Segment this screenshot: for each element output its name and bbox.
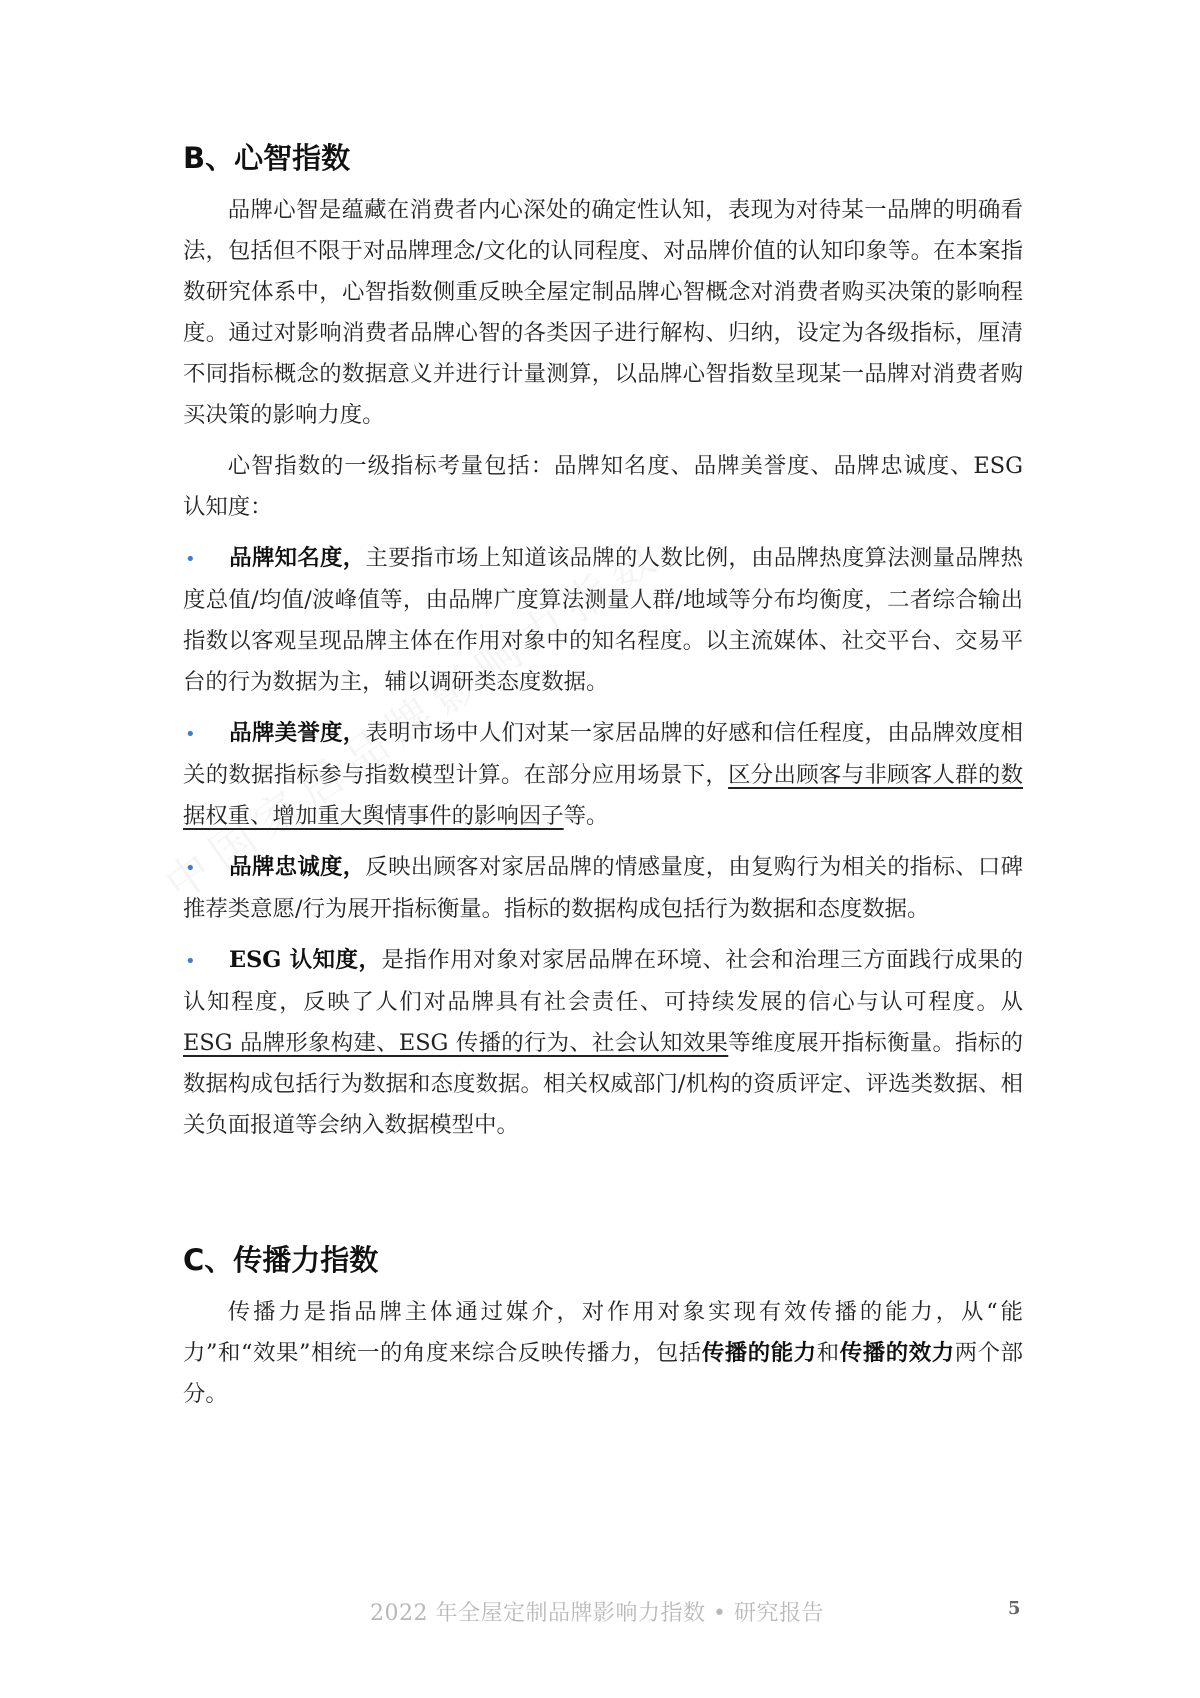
bullet-term: ESG 认知度，: [229, 947, 382, 973]
section-b-paragraph-1: 品牌心智是蕴藏在消费者内心深处的确定性认知，表现为对待某一品牌的明确看法，包括但不限于对品牌理念/文化的认同程度、对品牌价值的认知印象等。在本案指数研究体系中，心智指数侧重反映全屋定制品牌心智概念对消费者购买决策的影响程度。通过对影响消费者品牌心智的各类因子进行解构、归纳，设定为各级指标，厘清不同指标概念的数据意义并进行计量测算，以品牌心智指数呈现某一品牌对消费者购买决策的影响力度。: [183, 197, 1023, 428]
bullet-text: 是指作用对象对家居品牌在环境、社会和治理三方面践行成果的认知程度，反映了人们对品牌具有社会责任、可持续发展的信心与认可程度。从: [183, 947, 1024, 1015]
bullet-dot-icon: •: [185, 951, 196, 972]
para-text-end: 两个部分。: [183, 1340, 1024, 1407]
bullet-dot-icon: •: [185, 549, 196, 570]
underlined-text: 区分出顾客与非顾客人群的数据权重、增加重大舆情事件的影响因子: [183, 762, 1024, 829]
bullet-esg-awareness: [183, 940, 1023, 1146]
bullet-dot-icon: •: [185, 858, 196, 879]
bullet-brand-loyalty: [183, 847, 1023, 930]
section-c-paragraph-1: [183, 1292, 1023, 1415]
para-text-mid: 和: [816, 1340, 840, 1366]
bullet-text-end: 等。: [563, 803, 609, 829]
bullet-dot-icon: •: [185, 724, 196, 745]
bullet-text-end: 等维度展开指标衡量。指标的数据构成包括行为数据和态度数据。相关权威部门/机构的资质评定、评选类数据、相关负面报道等会纳入数据模型中。: [183, 1030, 1024, 1138]
bullet-term: 品牌知名度，: [229, 545, 366, 571]
bold-term-ability: 传播的能力: [701, 1340, 817, 1366]
bullet-text: 表明市场中人们对某一家居品牌的好感和信任程度，由品牌效度相关的数据指标参与指数模型计算。在部分应用场景下，: [183, 720, 1024, 788]
bold-term-effect: 传播的效力: [839, 1340, 955, 1366]
bullet-brand-reputation: [183, 713, 1023, 837]
bullet-text: 主要指市场上知道该品牌的人数比例，由品牌热度算法测量品牌热度总值/均值/波峰值等，由品牌广度算法测量人群/地域等分布均衡度，二者综合输出指数以客观呈现品牌主体在作用对象中的知名程度。以主流媒体、社交平台、交易平台的行为数据为主，辅以调研类态度数据。: [183, 545, 1024, 695]
para-text: 传播力是指品牌主体通过媒介，对作用对象实现有效传播的能力，从“能力”和“效果”相统一的角度来综合反映传播力，包括: [183, 1299, 1023, 1366]
section-b-heading: B、心智指数: [183, 141, 351, 175]
underlined-text: ESG 品牌形象构建、ESG 传播的行为、社会认知效果: [183, 1030, 729, 1056]
bullet-brand-awareness: [183, 538, 1023, 703]
section-b-paragraph-2: 心智指数的一级指标考量包括：品牌知名度、品牌美誉度、品牌忠诚度、ESG 认知度：: [183, 453, 1023, 520]
bullet-term: 品牌美誉度，: [229, 720, 366, 746]
bullet-term: 品牌忠诚度，: [229, 854, 366, 880]
page-number: 5: [1008, 1598, 1021, 1619]
main-content: [183, 138, 1023, 1425]
footer-title: 2022 年全屋定制品牌影响力指数 • 研究报告: [370, 1601, 824, 1626]
section-c-heading: C、传播力指数: [183, 1243, 379, 1277]
bullet-text: 反映出顾客对家居品牌的情感量度，由复购行为相关的指标、口碑推荐类意愿/行为展开指标衡量。指标的数据构成包括行为数据和态度数据。: [183, 854, 1024, 922]
